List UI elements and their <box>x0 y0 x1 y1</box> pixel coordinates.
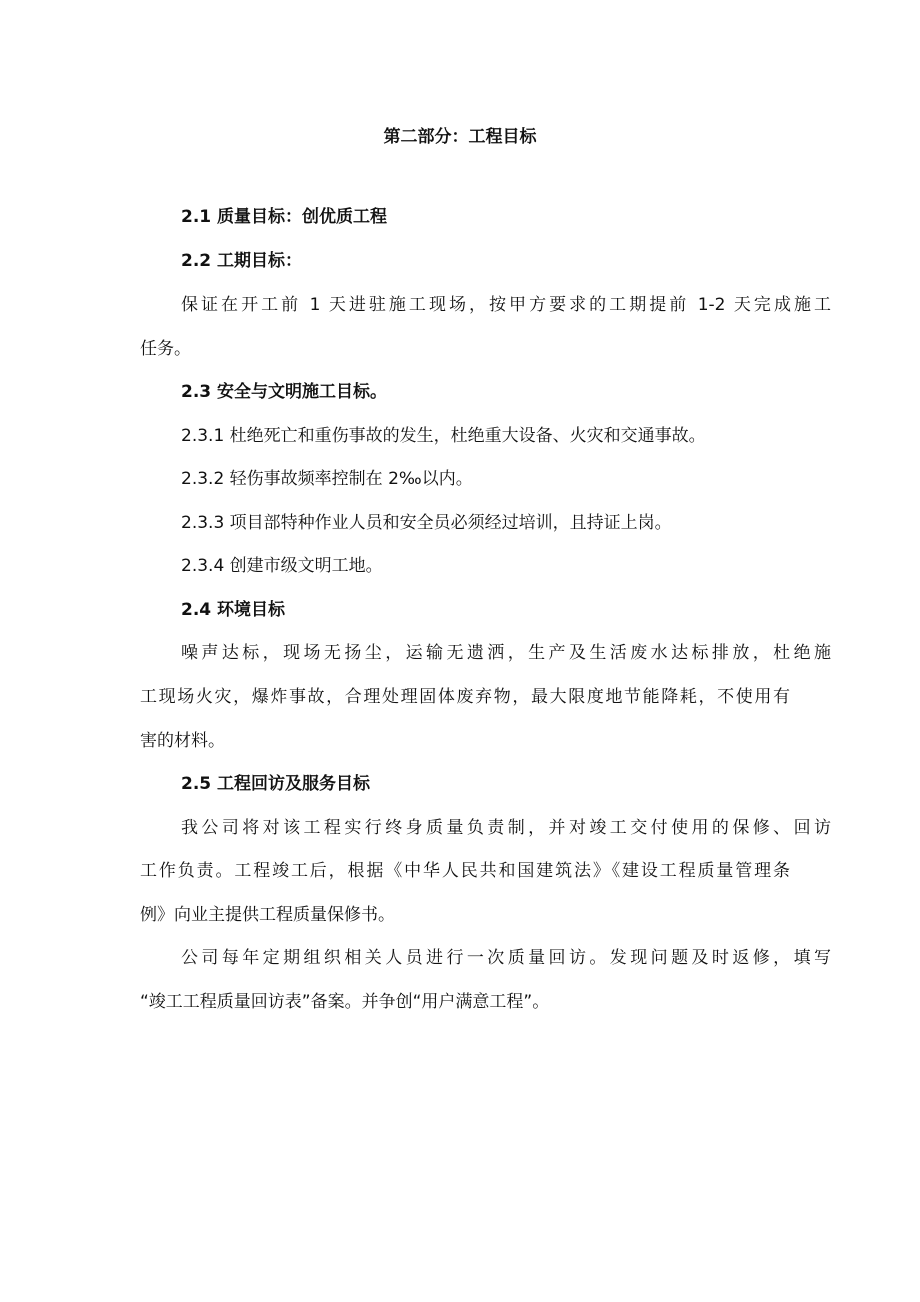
environment-goal-heading: 2.4 环境目标 <box>181 600 286 620</box>
environment-text-line: 工现场火灾，爆炸事故，合理处理固体废弃物，最大限度地节能降耗，不使用有 <box>140 687 790 707</box>
page-title: 第二部分：工程目标 <box>383 127 537 147</box>
safety-goal-heading: 2.3 安全与文明施工目标。 <box>181 382 388 402</box>
schedule-goal-heading: 2.2 工期目标： <box>181 251 303 271</box>
environment-text-line: 噪声达标，现场无扬尘，运输无遗洒，生产及生活废水达标排放，杜绝施 <box>181 643 831 663</box>
service-text-line: 例》向业主提供工程质量保修书。 <box>140 905 395 925</box>
safety-item: 2.3.4 创建市级文明工地。 <box>181 556 383 576</box>
service-text-line: “竣工工程质量回访表”备案。并争创“用户满意工程”。 <box>140 992 550 1012</box>
safety-item: 2.3.1 杜绝死亡和重伤事故的发生，杜绝重大设备、火灾和交通事故。 <box>181 426 706 446</box>
service-text-line: 工作负责。工程竣工后，根据《中华人民共和国建筑法》《建设工程质量管理条 <box>140 861 790 881</box>
quality-goal-heading: 2.1 质量目标：创优质工程 <box>181 207 388 227</box>
service-text-line: 我公司将对该工程实行终身质量负责制，并对竣工交付使用的保修、回访 <box>181 818 831 838</box>
schedule-goal-text-line: 保证在开工前 1 天进驻施工现场，按甲方要求的工期提前 1-2 天完成施工 <box>181 295 831 315</box>
service-goal-heading: 2.5 工程回访及服务目标 <box>181 774 371 794</box>
schedule-goal-text-line: 任务。 <box>140 339 191 359</box>
environment-text-line: 害的材料。 <box>140 731 225 751</box>
safety-item: 2.3.2 轻伤事故频率控制在 2‰以内。 <box>181 469 473 489</box>
safety-item: 2.3.3 项目部特种作业人员和安全员必须经过培训，且持证上岗。 <box>181 513 672 533</box>
service-text-line: 公司每年定期组织相关人员进行一次质量回访。发现问题及时返修，填写 <box>181 948 831 968</box>
